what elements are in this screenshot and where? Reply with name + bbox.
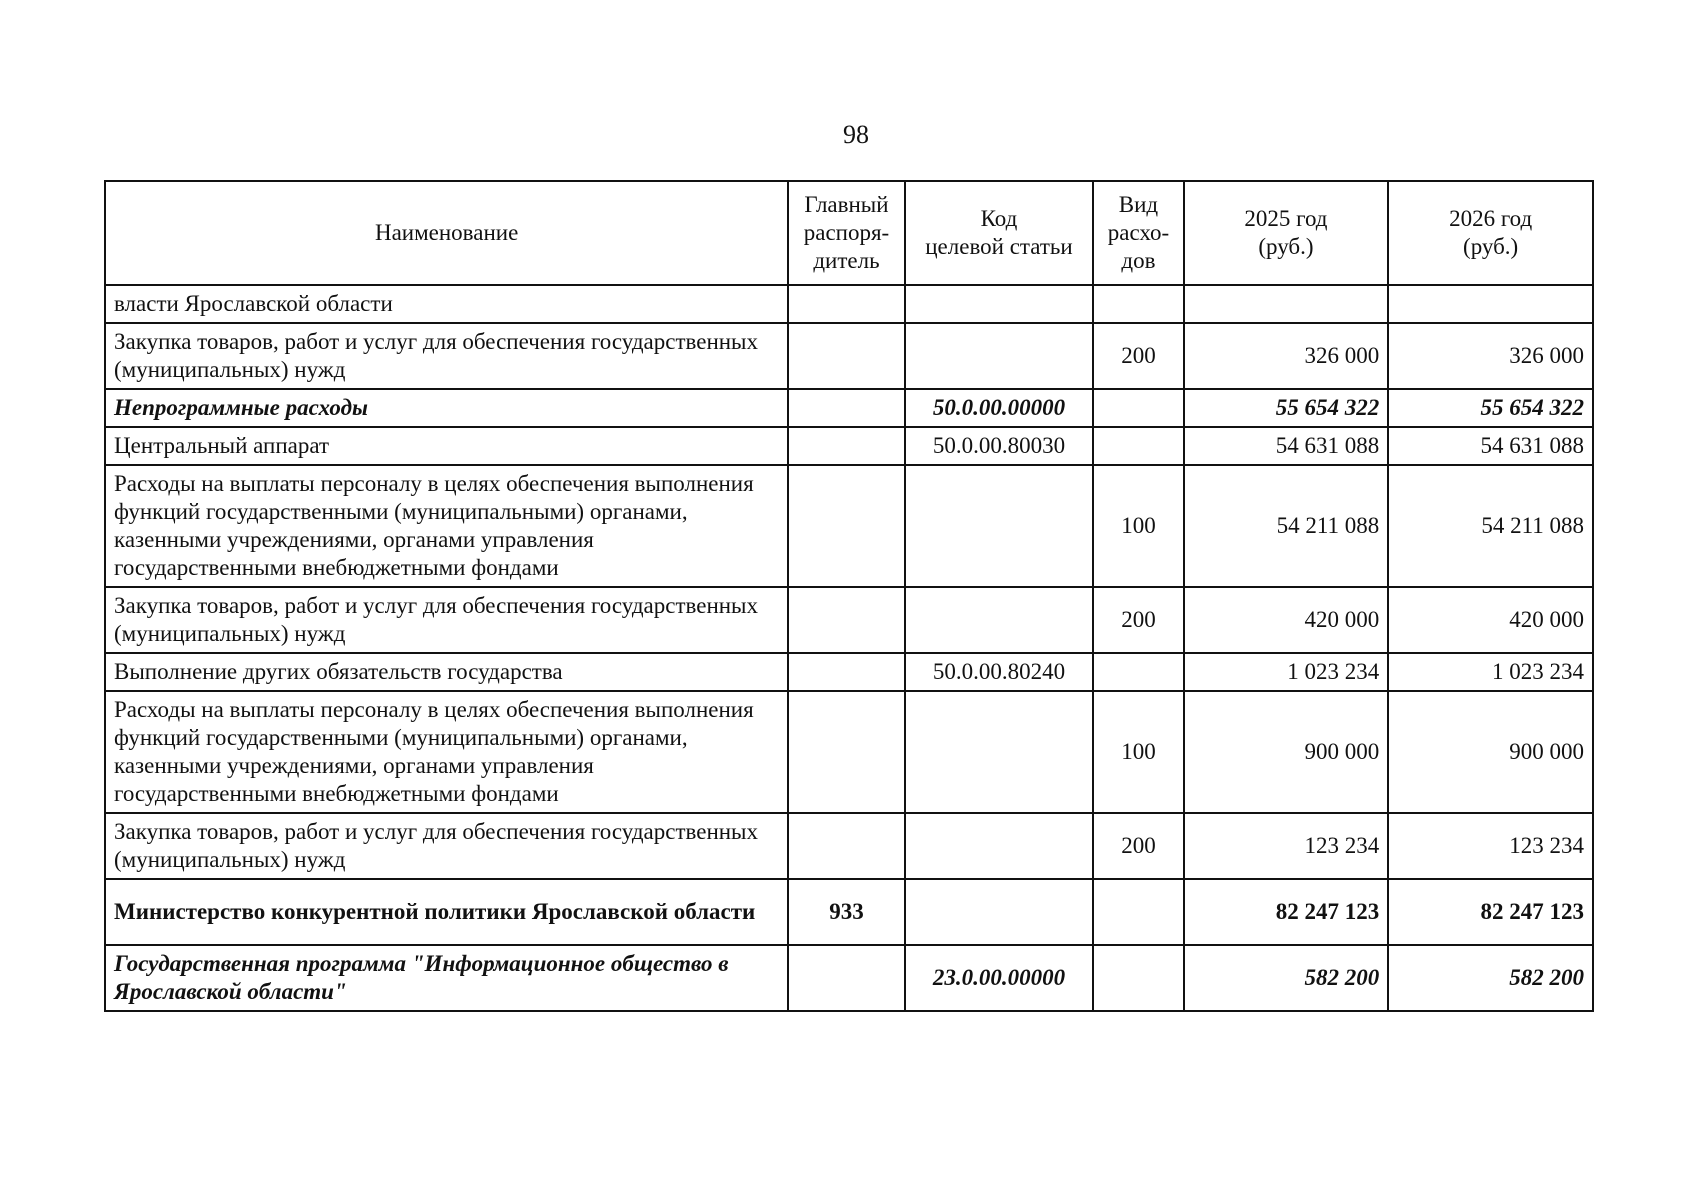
row-2026: 54 631 088 <box>1388 427 1593 465</box>
table-header-row <box>105 181 1593 285</box>
row-name: Расходы на выплаты персоналу в целях обеспечения выполнения функций государственными (муниципальными) органами, казенными учреждениями, органами управления государственными внебюджетными фондами <box>105 465 788 587</box>
row-code <box>905 285 1094 323</box>
table-row <box>105 465 1593 587</box>
budget-table <box>104 180 1594 1012</box>
row-code: 50.0.00.80030 <box>905 427 1094 465</box>
row-type <box>1093 653 1183 691</box>
row-2026 <box>1388 285 1593 323</box>
row-name: Министерство конкурентной политики Ярославской области <box>105 879 788 945</box>
row-manager <box>788 285 904 323</box>
row-code <box>905 587 1094 653</box>
row-code: 50.0.00.80240 <box>905 653 1094 691</box>
row-name: Закупка товаров, работ и услуг для обеспечения государственных (муниципальных) нужд <box>105 813 788 879</box>
header-name: Наименование <box>105 181 788 285</box>
row-code <box>905 465 1094 587</box>
row-name: власти Ярославской области <box>105 285 788 323</box>
header-2026: 2026 год (руб.) <box>1388 181 1593 285</box>
row-type <box>1093 389 1183 427</box>
header-manager: Главный распоря- дитель <box>788 181 904 285</box>
row-name: Центральный аппарат <box>105 427 788 465</box>
row-2026: 55 654 322 <box>1388 389 1593 427</box>
row-2025: 582 200 <box>1184 945 1389 1011</box>
page-number: 98 <box>843 120 869 149</box>
row-2025: 55 654 322 <box>1184 389 1389 427</box>
table-row <box>105 587 1593 653</box>
row-type <box>1093 427 1183 465</box>
row-name: Выполнение других обязательств государства <box>105 653 788 691</box>
header-code: Код целевой статьи <box>905 181 1094 285</box>
table-row <box>105 427 1593 465</box>
row-code <box>905 691 1094 813</box>
row-name: Закупка товаров, работ и услуг для обеспечения государственных (муниципальных) нужд <box>105 323 788 389</box>
row-2026: 82 247 123 <box>1388 879 1593 945</box>
row-type <box>1093 879 1183 945</box>
table-row <box>105 879 1593 945</box>
row-2026: 900 000 <box>1388 691 1593 813</box>
row-manager <box>788 323 904 389</box>
row-code <box>905 323 1094 389</box>
row-name: Закупка товаров, работ и услуг для обеспечения государственных (муниципальных) нужд <box>105 587 788 653</box>
row-manager <box>788 389 904 427</box>
row-2026: 54 211 088 <box>1388 465 1593 587</box>
table-row <box>105 389 1593 427</box>
row-manager <box>788 427 904 465</box>
table-row <box>105 691 1593 813</box>
row-code <box>905 813 1094 879</box>
row-code: 50.0.00.00000 <box>905 389 1094 427</box>
row-2025: 326 000 <box>1184 323 1389 389</box>
row-code <box>905 879 1094 945</box>
row-2025: 54 631 088 <box>1184 427 1389 465</box>
row-type: 200 <box>1093 323 1183 389</box>
table-row <box>105 285 1593 323</box>
row-manager <box>788 587 904 653</box>
row-manager <box>788 465 904 587</box>
table-row <box>105 323 1593 389</box>
row-2025: 420 000 <box>1184 587 1389 653</box>
row-manager <box>788 813 904 879</box>
row-type: 200 <box>1093 587 1183 653</box>
row-2026: 326 000 <box>1388 323 1593 389</box>
table-row <box>105 945 1593 1011</box>
row-2026: 123 234 <box>1388 813 1593 879</box>
row-2025 <box>1184 285 1389 323</box>
row-2026: 582 200 <box>1388 945 1593 1011</box>
row-manager <box>788 691 904 813</box>
row-manager <box>788 945 904 1011</box>
row-manager: 933 <box>788 879 904 945</box>
row-name: Непрограммные расходы <box>105 389 788 427</box>
header-type: Вид расхо- дов <box>1093 181 1183 285</box>
row-2025: 82 247 123 <box>1184 879 1389 945</box>
row-2025: 900 000 <box>1184 691 1389 813</box>
row-2025: 1 023 234 <box>1184 653 1389 691</box>
row-2025: 54 211 088 <box>1184 465 1389 587</box>
row-2026: 420 000 <box>1388 587 1593 653</box>
row-type: 100 <box>1093 691 1183 813</box>
row-type <box>1093 945 1183 1011</box>
table-row <box>105 813 1593 879</box>
row-type: 200 <box>1093 813 1183 879</box>
row-code: 23.0.00.00000 <box>905 945 1094 1011</box>
row-name: Государственная программа "Информационное общество в Ярославской области" <box>105 945 788 1011</box>
header-2025: 2025 год (руб.) <box>1184 181 1389 285</box>
row-name: Расходы на выплаты персоналу в целях обеспечения выполнения функций государственными (муниципальными) органами, казенными учреждениями, органами управления государственными внебюджетными фондами <box>105 691 788 813</box>
table-row <box>105 653 1593 691</box>
row-2026: 1 023 234 <box>1388 653 1593 691</box>
row-type <box>1093 285 1183 323</box>
row-manager <box>788 653 904 691</box>
row-2025: 123 234 <box>1184 813 1389 879</box>
row-type: 100 <box>1093 465 1183 587</box>
